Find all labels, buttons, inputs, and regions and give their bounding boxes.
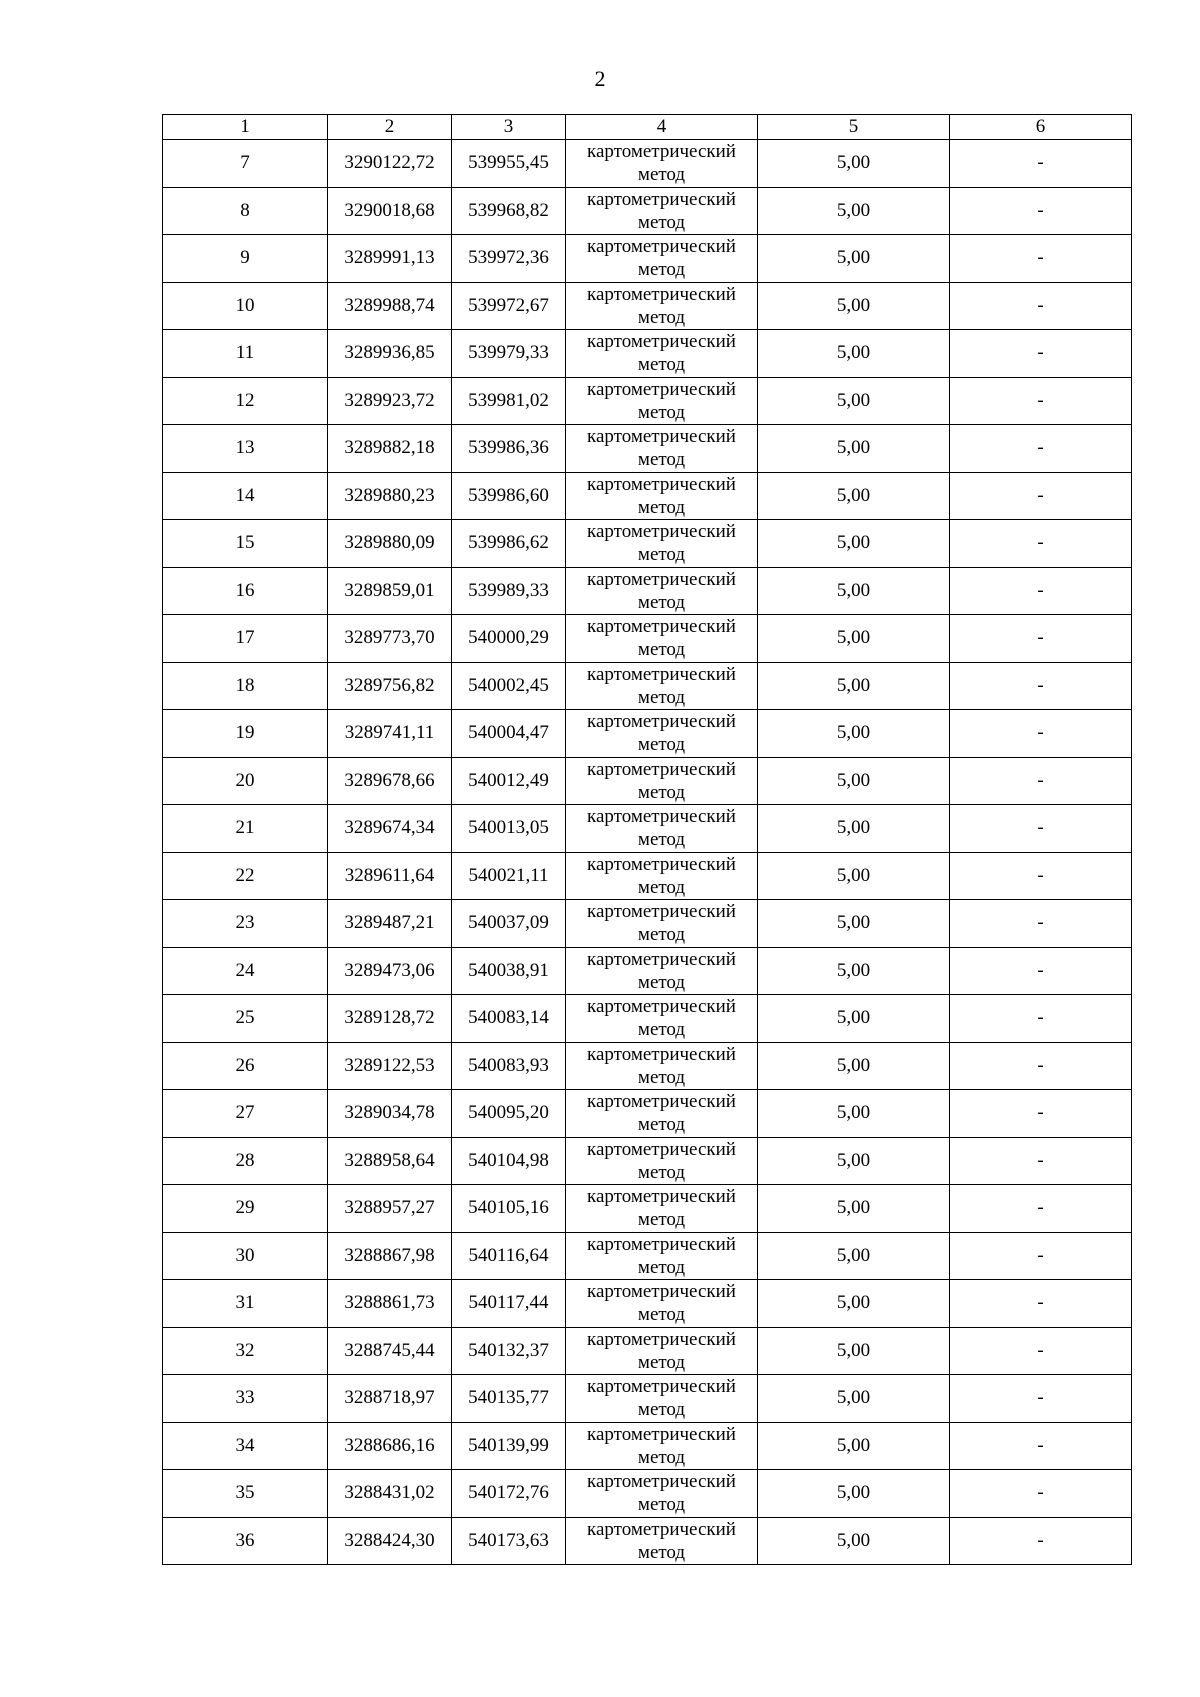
x-coordinate-cell: 3288686,16 — [328, 1422, 452, 1470]
method-text: метод — [637, 1541, 686, 1563]
table-row — [163, 852, 1132, 900]
table-row — [163, 1185, 1132, 1233]
note-cell: - — [950, 1517, 1132, 1565]
table-row — [163, 947, 1132, 995]
method-text: картометрический — [587, 188, 736, 210]
accuracy-cell: 5,00 — [758, 805, 950, 853]
table-row — [163, 520, 1132, 568]
point-number-cell: 9 — [163, 235, 328, 283]
table-row — [163, 1517, 1132, 1565]
method-text: картометрический — [587, 283, 736, 305]
point-number-cell: 30 — [163, 1232, 328, 1280]
method-text: картометрический — [587, 1186, 736, 1208]
y-coordinate-cell: 540173,63 — [452, 1517, 566, 1565]
x-coordinate-cell: 3289936,85 — [328, 330, 452, 378]
note-cell: - — [950, 425, 1132, 473]
x-coordinate-cell: 3288867,98 — [328, 1232, 452, 1280]
method-cell — [566, 947, 758, 995]
note-cell: - — [950, 1422, 1132, 1470]
table-header-row — [163, 115, 1132, 140]
accuracy-cell: 5,00 — [758, 1042, 950, 1090]
coordinates-table — [162, 114, 1132, 1565]
method-text: картометрический — [587, 1471, 736, 1493]
note-cell: - — [950, 282, 1132, 330]
method-text: метод — [637, 544, 686, 566]
x-coordinate-cell: 3289991,13 — [328, 235, 452, 283]
method-cell — [566, 140, 758, 188]
accuracy-cell: 5,00 — [758, 947, 950, 995]
y-coordinate-cell: 540083,93 — [452, 1042, 566, 1090]
method-text: картометрический — [587, 616, 736, 638]
point-number-cell: 36 — [163, 1517, 328, 1565]
method-text: метод — [637, 449, 686, 471]
x-coordinate-cell: 3289034,78 — [328, 1090, 452, 1138]
column-header-3: 3 — [452, 115, 566, 140]
method-text: картометрический — [587, 853, 736, 875]
y-coordinate-cell: 539981,02 — [452, 377, 566, 425]
x-coordinate-cell: 3288718,97 — [328, 1375, 452, 1423]
y-coordinate-cell: 539986,60 — [452, 472, 566, 520]
method-cell — [566, 567, 758, 615]
table-row — [163, 377, 1132, 425]
table-row — [163, 1280, 1132, 1328]
note-cell: - — [950, 140, 1132, 188]
method-text: картометрический — [587, 711, 736, 733]
note-cell: - — [950, 330, 1132, 378]
y-coordinate-cell: 540172,76 — [452, 1470, 566, 1518]
point-number-cell: 33 — [163, 1375, 328, 1423]
point-number-cell: 26 — [163, 1042, 328, 1090]
y-coordinate-cell: 540013,05 — [452, 805, 566, 853]
method-cell — [566, 1422, 758, 1470]
method-text: картометрический — [587, 473, 736, 495]
method-cell — [566, 1470, 758, 1518]
point-number-cell: 12 — [163, 377, 328, 425]
point-number-cell: 28 — [163, 1137, 328, 1185]
note-cell: - — [950, 1185, 1132, 1233]
accuracy-cell: 5,00 — [758, 710, 950, 758]
note-cell: - — [950, 1375, 1132, 1423]
y-coordinate-cell: 540139,99 — [452, 1422, 566, 1470]
point-number-cell: 20 — [163, 757, 328, 805]
method-text: метод — [637, 211, 686, 233]
note-cell: - — [950, 710, 1132, 758]
accuracy-cell: 5,00 — [758, 472, 950, 520]
point-number-cell: 18 — [163, 662, 328, 710]
method-cell — [566, 757, 758, 805]
accuracy-cell: 5,00 — [758, 425, 950, 473]
table-row — [163, 1232, 1132, 1280]
y-coordinate-cell: 539986,62 — [452, 520, 566, 568]
method-cell — [566, 472, 758, 520]
x-coordinate-cell: 3288745,44 — [328, 1327, 452, 1375]
table-row — [163, 1327, 1132, 1375]
method-text: картометрический — [587, 806, 736, 828]
accuracy-cell: 5,00 — [758, 1422, 950, 1470]
accuracy-cell: 5,00 — [758, 1090, 950, 1138]
point-number-cell: 27 — [163, 1090, 328, 1138]
table-row — [163, 235, 1132, 283]
method-cell — [566, 1232, 758, 1280]
method-text: метод — [637, 354, 686, 376]
method-text: метод — [637, 1019, 686, 1041]
x-coordinate-cell: 3289880,09 — [328, 520, 452, 568]
point-number-cell: 17 — [163, 615, 328, 663]
accuracy-cell: 5,00 — [758, 235, 950, 283]
table-row — [163, 567, 1132, 615]
accuracy-cell: 5,00 — [758, 330, 950, 378]
table-row — [163, 662, 1132, 710]
method-cell — [566, 282, 758, 330]
method-cell — [566, 377, 758, 425]
method-text: метод — [637, 639, 686, 661]
point-number-cell: 35 — [163, 1470, 328, 1518]
method-text: метод — [637, 1256, 686, 1278]
method-text: метод — [637, 1066, 686, 1088]
method-cell — [566, 662, 758, 710]
table-row — [163, 995, 1132, 1043]
method-text: картометрический — [587, 1376, 736, 1398]
method-cell — [566, 1375, 758, 1423]
x-coordinate-cell: 3289988,74 — [328, 282, 452, 330]
method-text: картометрический — [587, 1281, 736, 1303]
x-coordinate-cell: 3290122,72 — [328, 140, 452, 188]
note-cell: - — [950, 235, 1132, 283]
y-coordinate-cell: 539972,36 — [452, 235, 566, 283]
note-cell: - — [950, 377, 1132, 425]
point-number-cell: 19 — [163, 710, 328, 758]
point-number-cell: 21 — [163, 805, 328, 853]
method-cell — [566, 852, 758, 900]
method-cell — [566, 1090, 758, 1138]
note-cell: - — [950, 805, 1132, 853]
note-cell: - — [950, 1042, 1132, 1090]
method-text: картометрический — [587, 568, 736, 590]
note-cell: - — [950, 757, 1132, 805]
table-row — [163, 425, 1132, 473]
accuracy-cell: 5,00 — [758, 1470, 950, 1518]
method-cell — [566, 1042, 758, 1090]
column-header-5: 5 — [758, 115, 950, 140]
x-coordinate-cell: 3289859,01 — [328, 567, 452, 615]
method-text: картометрический — [587, 1328, 736, 1350]
y-coordinate-cell: 540004,47 — [452, 710, 566, 758]
accuracy-cell: 5,00 — [758, 1517, 950, 1565]
method-cell — [566, 330, 758, 378]
method-text: метод — [637, 1351, 686, 1373]
accuracy-cell: 5,00 — [758, 900, 950, 948]
y-coordinate-cell: 540000,29 — [452, 615, 566, 663]
table-row — [163, 1470, 1132, 1518]
table-row — [163, 330, 1132, 378]
table-row — [163, 1090, 1132, 1138]
point-number-cell: 32 — [163, 1327, 328, 1375]
accuracy-cell: 5,00 — [758, 377, 950, 425]
x-coordinate-cell: 3289128,72 — [328, 995, 452, 1043]
column-header-6: 6 — [950, 115, 1132, 140]
point-number-cell: 10 — [163, 282, 328, 330]
point-number-cell: 31 — [163, 1280, 328, 1328]
table-row — [163, 615, 1132, 663]
y-coordinate-cell: 540012,49 — [452, 757, 566, 805]
method-text: метод — [637, 164, 686, 186]
y-coordinate-cell: 539986,36 — [452, 425, 566, 473]
note-cell: - — [950, 947, 1132, 995]
point-number-cell: 14 — [163, 472, 328, 520]
method-text: метод — [637, 686, 686, 708]
method-cell — [566, 235, 758, 283]
note-cell: - — [950, 472, 1132, 520]
accuracy-cell: 5,00 — [758, 662, 950, 710]
table-row — [163, 1042, 1132, 1090]
x-coordinate-cell: 3289473,06 — [328, 947, 452, 995]
point-number-cell: 16 — [163, 567, 328, 615]
y-coordinate-cell: 540105,16 — [452, 1185, 566, 1233]
point-number-cell: 29 — [163, 1185, 328, 1233]
y-coordinate-cell: 539968,82 — [452, 187, 566, 235]
point-number-cell: 25 — [163, 995, 328, 1043]
accuracy-cell: 5,00 — [758, 1137, 950, 1185]
method-text: метод — [637, 401, 686, 423]
method-text: метод — [637, 924, 686, 946]
point-number-cell: 7 — [163, 140, 328, 188]
x-coordinate-cell: 3288424,30 — [328, 1517, 452, 1565]
method-cell — [566, 1137, 758, 1185]
method-text: метод — [637, 1161, 686, 1183]
method-text: картометрический — [587, 426, 736, 448]
note-cell: - — [950, 1090, 1132, 1138]
note-cell: - — [950, 187, 1132, 235]
y-coordinate-cell: 540021,11 — [452, 852, 566, 900]
method-text: картометрический — [587, 758, 736, 780]
accuracy-cell: 5,00 — [758, 520, 950, 568]
accuracy-cell: 5,00 — [758, 1185, 950, 1233]
method-text: метод — [637, 734, 686, 756]
y-coordinate-cell: 539972,67 — [452, 282, 566, 330]
accuracy-cell: 5,00 — [758, 567, 950, 615]
method-text: метод — [637, 259, 686, 281]
method-cell — [566, 520, 758, 568]
x-coordinate-cell: 3288957,27 — [328, 1185, 452, 1233]
method-cell — [566, 615, 758, 663]
table-row — [163, 757, 1132, 805]
x-coordinate-cell: 3290018,68 — [328, 187, 452, 235]
method-text: картометрический — [587, 1423, 736, 1445]
y-coordinate-cell: 540117,44 — [452, 1280, 566, 1328]
note-cell: - — [950, 1327, 1132, 1375]
method-text: картометрический — [587, 996, 736, 1018]
note-cell: - — [950, 615, 1132, 663]
note-cell: - — [950, 852, 1132, 900]
note-cell: - — [950, 567, 1132, 615]
column-header-4: 4 — [566, 115, 758, 140]
method-cell — [566, 187, 758, 235]
method-cell — [566, 710, 758, 758]
method-text: метод — [637, 1446, 686, 1468]
method-text: метод — [637, 1399, 686, 1421]
method-text: картометрический — [587, 948, 736, 970]
table-row — [163, 282, 1132, 330]
y-coordinate-cell: 540002,45 — [452, 662, 566, 710]
method-text: картометрический — [587, 663, 736, 685]
point-number-cell: 8 — [163, 187, 328, 235]
method-cell — [566, 1185, 758, 1233]
accuracy-cell: 5,00 — [758, 140, 950, 188]
method-text: картометрический — [587, 1138, 736, 1160]
method-text: метод — [637, 591, 686, 613]
method-text: метод — [637, 306, 686, 328]
x-coordinate-cell: 3289678,66 — [328, 757, 452, 805]
note-cell: - — [950, 1137, 1132, 1185]
method-cell — [566, 425, 758, 473]
y-coordinate-cell: 540116,64 — [452, 1232, 566, 1280]
point-number-cell: 13 — [163, 425, 328, 473]
method-text: метод — [637, 781, 686, 803]
x-coordinate-cell: 3289756,82 — [328, 662, 452, 710]
y-coordinate-cell: 540095,20 — [452, 1090, 566, 1138]
method-text: метод — [637, 829, 686, 851]
x-coordinate-cell: 3288431,02 — [328, 1470, 452, 1518]
point-number-cell: 22 — [163, 852, 328, 900]
accuracy-cell: 5,00 — [758, 1280, 950, 1328]
y-coordinate-cell: 539955,45 — [452, 140, 566, 188]
accuracy-cell: 5,00 — [758, 757, 950, 805]
method-text: картометрический — [587, 1233, 736, 1255]
note-cell: - — [950, 900, 1132, 948]
method-text: метод — [637, 876, 686, 898]
accuracy-cell: 5,00 — [758, 187, 950, 235]
method-text: картометрический — [587, 236, 736, 258]
method-text: картометрический — [587, 378, 736, 400]
y-coordinate-cell: 540037,09 — [452, 900, 566, 948]
table-row — [163, 140, 1132, 188]
y-coordinate-cell: 540038,91 — [452, 947, 566, 995]
point-number-cell: 15 — [163, 520, 328, 568]
method-text: картометрический — [587, 1518, 736, 1540]
x-coordinate-cell: 3289880,23 — [328, 472, 452, 520]
x-coordinate-cell: 3288861,73 — [328, 1280, 452, 1328]
method-text: картометрический — [587, 521, 736, 543]
column-header-2: 2 — [328, 115, 452, 140]
table-row — [163, 900, 1132, 948]
page-number: 2 — [594, 66, 606, 91]
method-text: картометрический — [587, 1091, 736, 1113]
table-row — [163, 1422, 1132, 1470]
y-coordinate-cell: 540083,14 — [452, 995, 566, 1043]
x-coordinate-cell: 3289674,34 — [328, 805, 452, 853]
x-coordinate-cell: 3289122,53 — [328, 1042, 452, 1090]
x-coordinate-cell: 3289923,72 — [328, 377, 452, 425]
method-cell — [566, 805, 758, 853]
x-coordinate-cell: 3288958,64 — [328, 1137, 452, 1185]
x-coordinate-cell: 3289741,11 — [328, 710, 452, 758]
x-coordinate-cell: 3289611,64 — [328, 852, 452, 900]
table-row — [163, 805, 1132, 853]
method-cell — [566, 900, 758, 948]
table-row — [163, 1375, 1132, 1423]
accuracy-cell: 5,00 — [758, 615, 950, 663]
method-cell — [566, 1280, 758, 1328]
method-text: метод — [637, 496, 686, 518]
table-row — [163, 1137, 1132, 1185]
point-number-cell: 24 — [163, 947, 328, 995]
accuracy-cell: 5,00 — [758, 1375, 950, 1423]
method-text: метод — [637, 1304, 686, 1326]
accuracy-cell: 5,00 — [758, 1327, 950, 1375]
method-cell — [566, 995, 758, 1043]
table-row — [163, 472, 1132, 520]
method-text: метод — [637, 1114, 686, 1136]
method-text: картометрический — [587, 901, 736, 923]
method-text: картометрический — [587, 141, 736, 163]
note-cell: - — [950, 1232, 1132, 1280]
method-cell — [566, 1517, 758, 1565]
y-coordinate-cell: 540132,37 — [452, 1327, 566, 1375]
y-coordinate-cell: 540104,98 — [452, 1137, 566, 1185]
method-text: картометрический — [587, 331, 736, 353]
note-cell: - — [950, 1470, 1132, 1518]
note-cell: - — [950, 662, 1132, 710]
x-coordinate-cell: 3289882,18 — [328, 425, 452, 473]
method-text: картометрический — [587, 1043, 736, 1065]
method-cell — [566, 1327, 758, 1375]
method-text: метод — [637, 1209, 686, 1231]
column-header-1: 1 — [163, 115, 328, 140]
note-cell: - — [950, 520, 1132, 568]
accuracy-cell: 5,00 — [758, 282, 950, 330]
table-row — [163, 187, 1132, 235]
accuracy-cell: 5,00 — [758, 995, 950, 1043]
method-text: метод — [637, 971, 686, 993]
point-number-cell: 11 — [163, 330, 328, 378]
point-number-cell: 34 — [163, 1422, 328, 1470]
note-cell: - — [950, 1280, 1132, 1328]
x-coordinate-cell: 3289773,70 — [328, 615, 452, 663]
accuracy-cell: 5,00 — [758, 852, 950, 900]
note-cell: - — [950, 995, 1132, 1043]
x-coordinate-cell: 3289487,21 — [328, 900, 452, 948]
method-text: метод — [637, 1494, 686, 1516]
point-number-cell: 23 — [163, 900, 328, 948]
y-coordinate-cell: 539989,33 — [452, 567, 566, 615]
table-row — [163, 710, 1132, 758]
accuracy-cell: 5,00 — [758, 1232, 950, 1280]
y-coordinate-cell: 540135,77 — [452, 1375, 566, 1423]
y-coordinate-cell: 539979,33 — [452, 330, 566, 378]
